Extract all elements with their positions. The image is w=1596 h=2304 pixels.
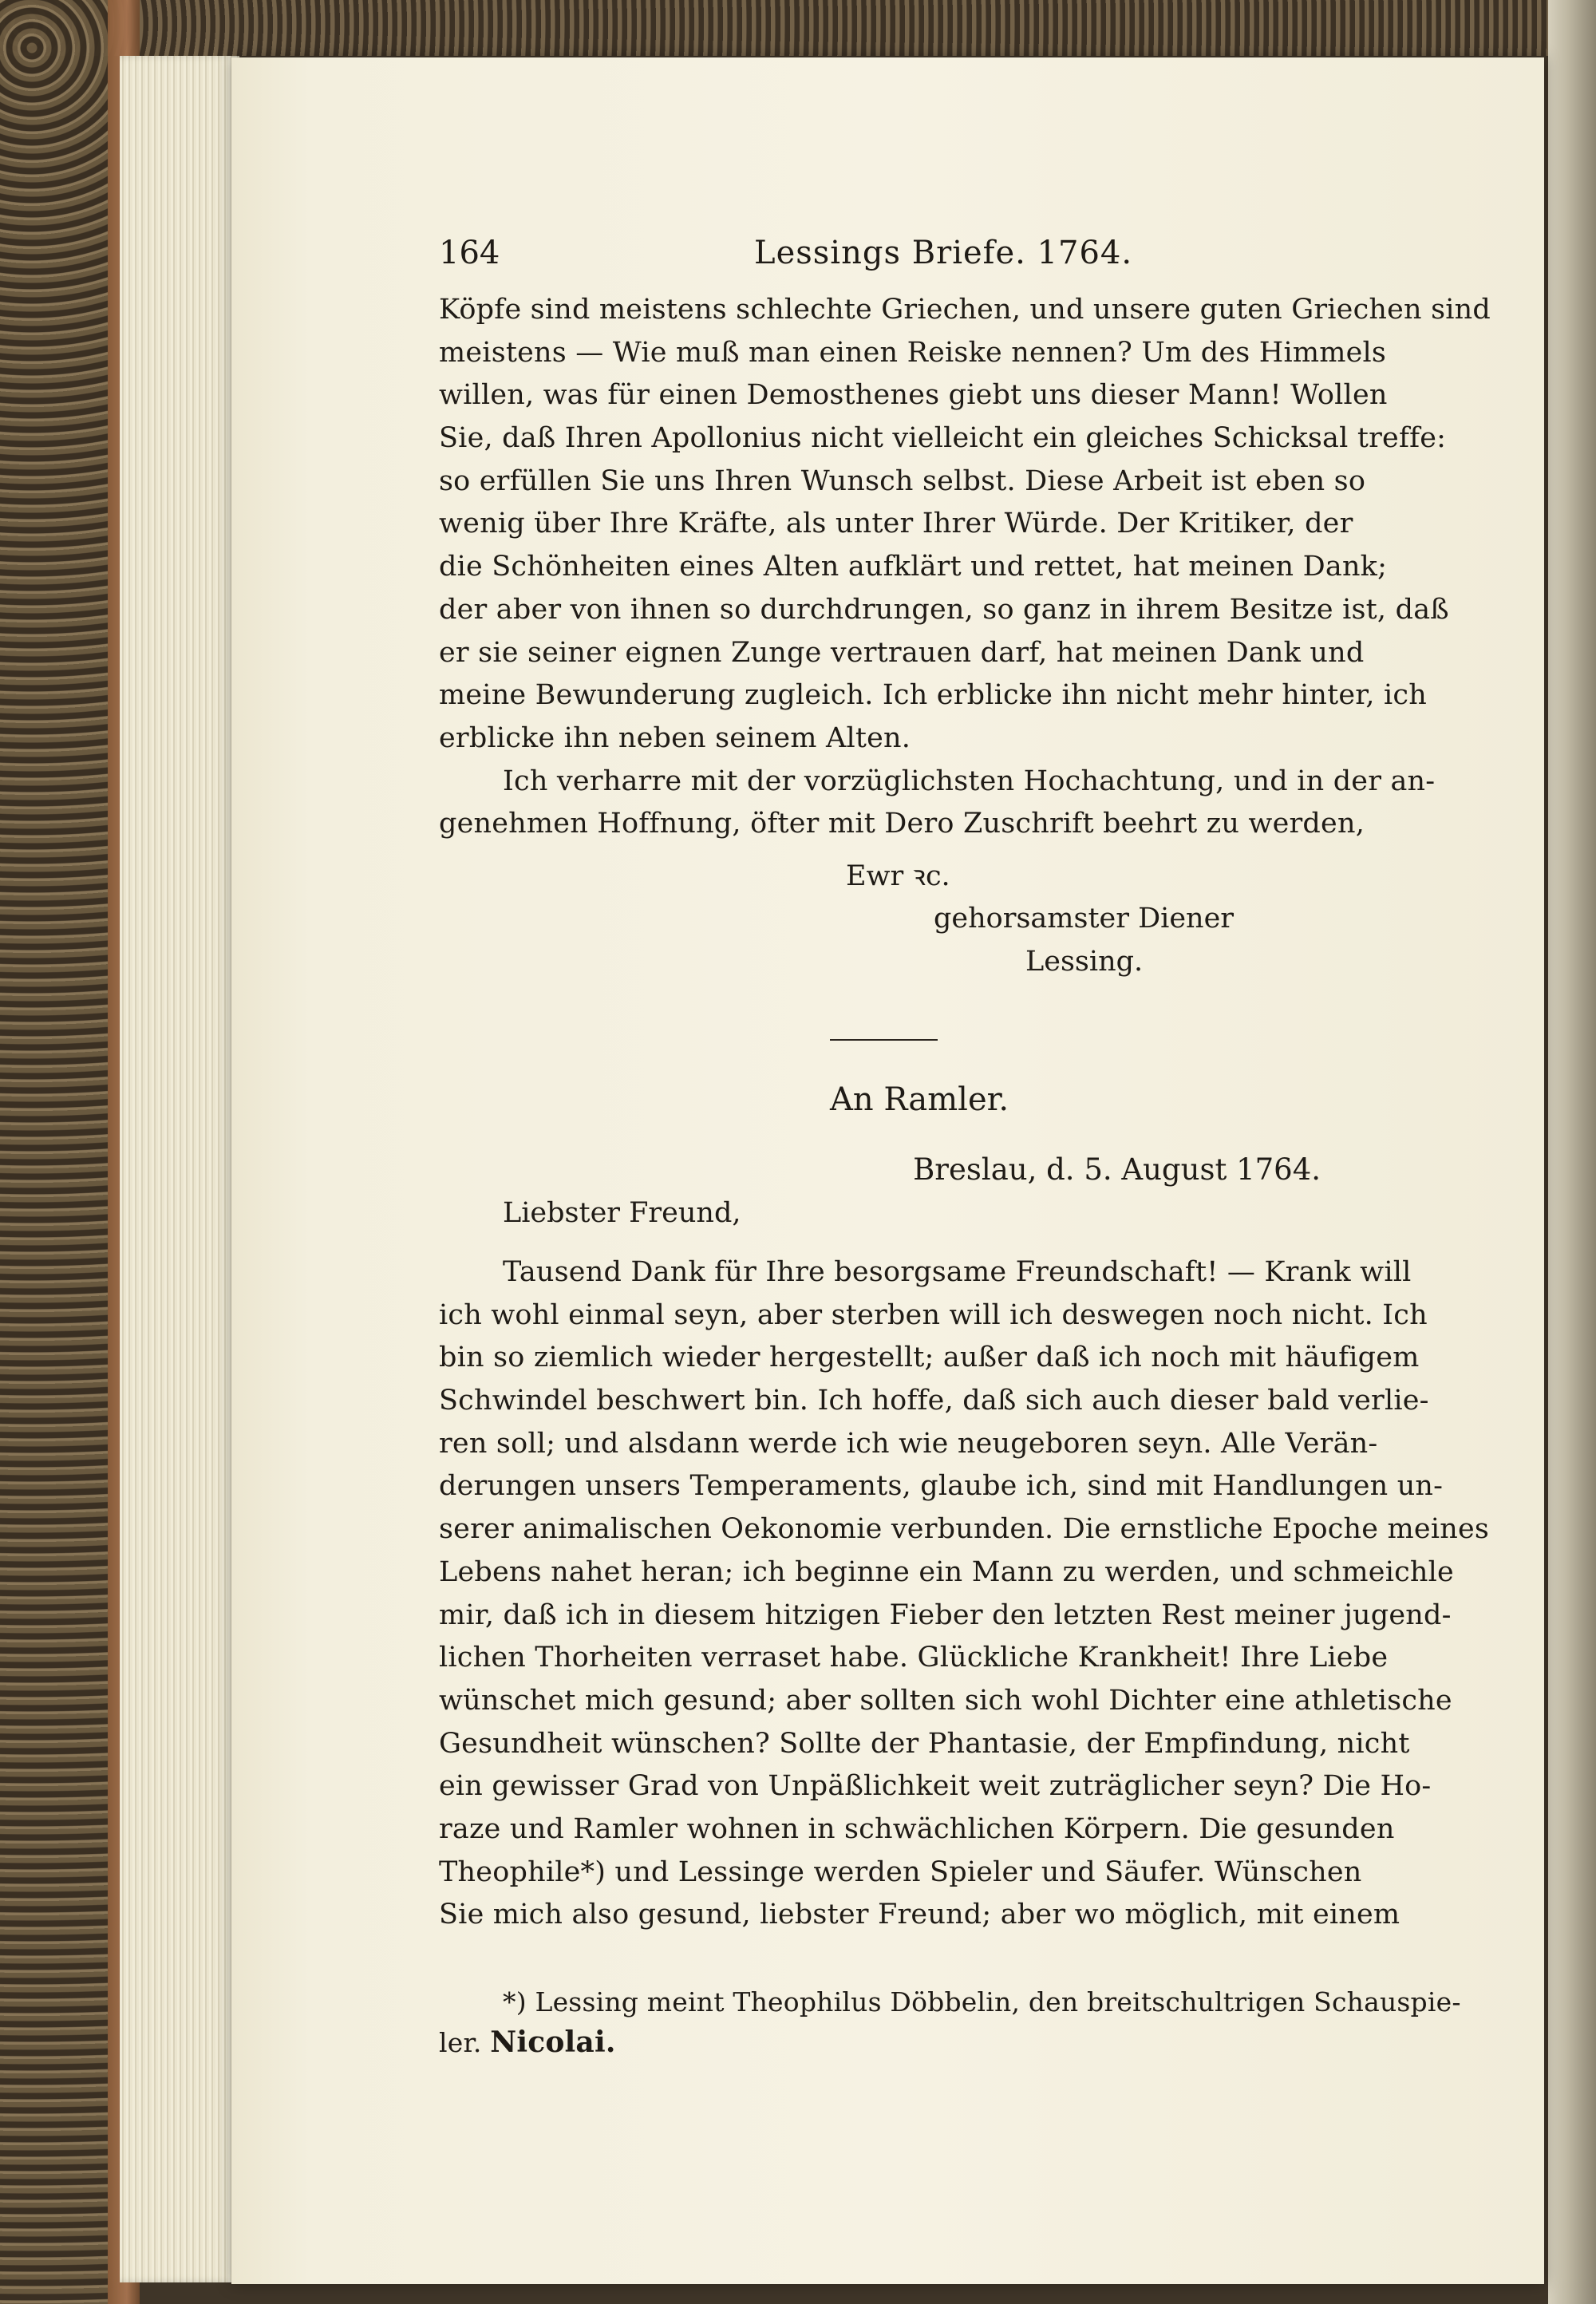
text-line: ein gewisser Grad von Unpäßlichkeit weit zuträglicher seyn? Die Ho- [439,1770,1432,1803]
text-line: meistens — Wie muß man einen Reiske nennen? Um des Himmels [439,336,1387,369]
running-title: Lessings Briefe. 1764. [754,235,1133,271]
text-line: ich wohl einmal seyn, aber sterben will ich deswegen noch nicht. Ich [439,1298,1428,1331]
previous-letter-body [439,289,1491,846]
page-number: 164 [439,235,500,271]
marbled-cover-left [0,0,140,2304]
letter-divider [830,1039,938,1041]
footnote-signature: Nicolai. [490,2025,616,2059]
text-line: wünschet mich gesund; aber sollten sich wohl Dichter eine athletische [439,1684,1452,1717]
text-line: lichen Thorheiten verraset habe. Glückliche Krankheit! Ihre Liebe [439,1642,1389,1674]
text-line: meine Bewunderung zugleich. Ich erblicke ihn nicht mehr hinter, ich [439,679,1427,712]
text-line: raze und Ramler wohnen in schwächlichen Körpern. Die gesunden [439,1812,1395,1845]
running-header [439,229,1325,277]
text-line: ren soll; und alsdann werde ich wie neugeboren seyn. Alle Verän- [439,1427,1378,1460]
text-line: derungen unsers Temperaments, glaube ich, sind mit Handlungen un- [439,1470,1444,1503]
closing-formula: Ewr ꝛc. [846,860,950,892]
text-line: Schwindel beschwert bin. Ich hoffe, daß sich auch dieser bald verlie- [439,1385,1429,1417]
text-line: so erfüllen Sie uns Ihren Wunsch selbst. Diese Arbeit ist eben so [439,464,1366,497]
text-line: der aber von ihnen so durchdrungen, so ganz in ihrem Besitze ist, daß [439,593,1449,626]
text-line: Tausend Dank für Ihre besorgsame Freundschaft! — Krank will [503,1256,1412,1288]
salutation: Liebster Freund, [503,1197,741,1229]
closing-signature-name: Lessing. [1025,946,1144,978]
book-page [231,57,1544,2284]
closing-signature-line: gehorsamster Diener [934,903,1235,935]
text-line: bin so ziemlich wieder hergestellt; außer daß ich noch mit häufigem [439,1342,1420,1374]
text-line: Gesundheit wünschen? Sollte der Phantasie, der Empfindung, nicht [439,1727,1410,1760]
text-line: mir, daß ich in diesem hitzigen Fieber den letzten Rest meiner jugend- [439,1599,1452,1631]
letter-body [439,1251,1490,1937]
place-date: Breslau, d. 5. August 1764. [913,1152,1321,1187]
facing-page-edge [1548,0,1596,2304]
footnote [439,1982,1461,2062]
text-line: Lebens nahet heran; ich beginne ein Mann zu werden, und schmeichle [439,1555,1454,1588]
text-line: Köpfe sind meistens schlechte Griechen, und unsere guten Griechen sind [439,294,1491,326]
page-stack-edges [120,56,239,2282]
text-line: willen, was für einen Demosthenes giebt uns dieser Mann! Wollen [439,379,1388,412]
text-line: serer animalischen Oekonomie verbunden. Die ernstliche Epoche meines [439,1513,1490,1546]
footnote-line [439,2022,1325,2062]
text-line: er sie seiner eignen Zunge vertrauen darf, hat meinen Dank und [439,636,1365,669]
text-line: Ich verharre mit der vorzüglichsten Hochachtung, und in der an- [503,765,1436,797]
footnote-text: ler. [439,2027,482,2058]
text-line: genehmen Hoffnung, öfter mit Dero Zuschrift beehrt zu werden, [439,808,1365,840]
footnote-line: *) Lessing meint Theophilus Döbbelin, den breitschultrigen Schauspie- [503,1986,1461,2017]
text-line: Theophile*) und Lessinge werden Spieler und Säufer. Wünschen [439,1855,1362,1888]
text-line: Sie mich also gesund, liebster Freund; aber wo möglich, mit einem [439,1899,1400,1931]
letter-heading: An Ramler. [830,1081,1009,1118]
text-line: die Schönheiten eines Alten aufklärt und rettet, hat meinen Dank; [439,551,1388,583]
marbled-cover-top [0,0,1596,56]
text-line: erblicke ihn neben seinem Alten. [439,721,911,754]
text-line: Sie, daß Ihren Apollonius nicht vielleicht ein gleiches Schicksal treffe: [439,422,1447,455]
text-line: wenig über Ihre Kräfte, als unter Ihrer Würde. Der Kritiker, der [439,508,1353,540]
